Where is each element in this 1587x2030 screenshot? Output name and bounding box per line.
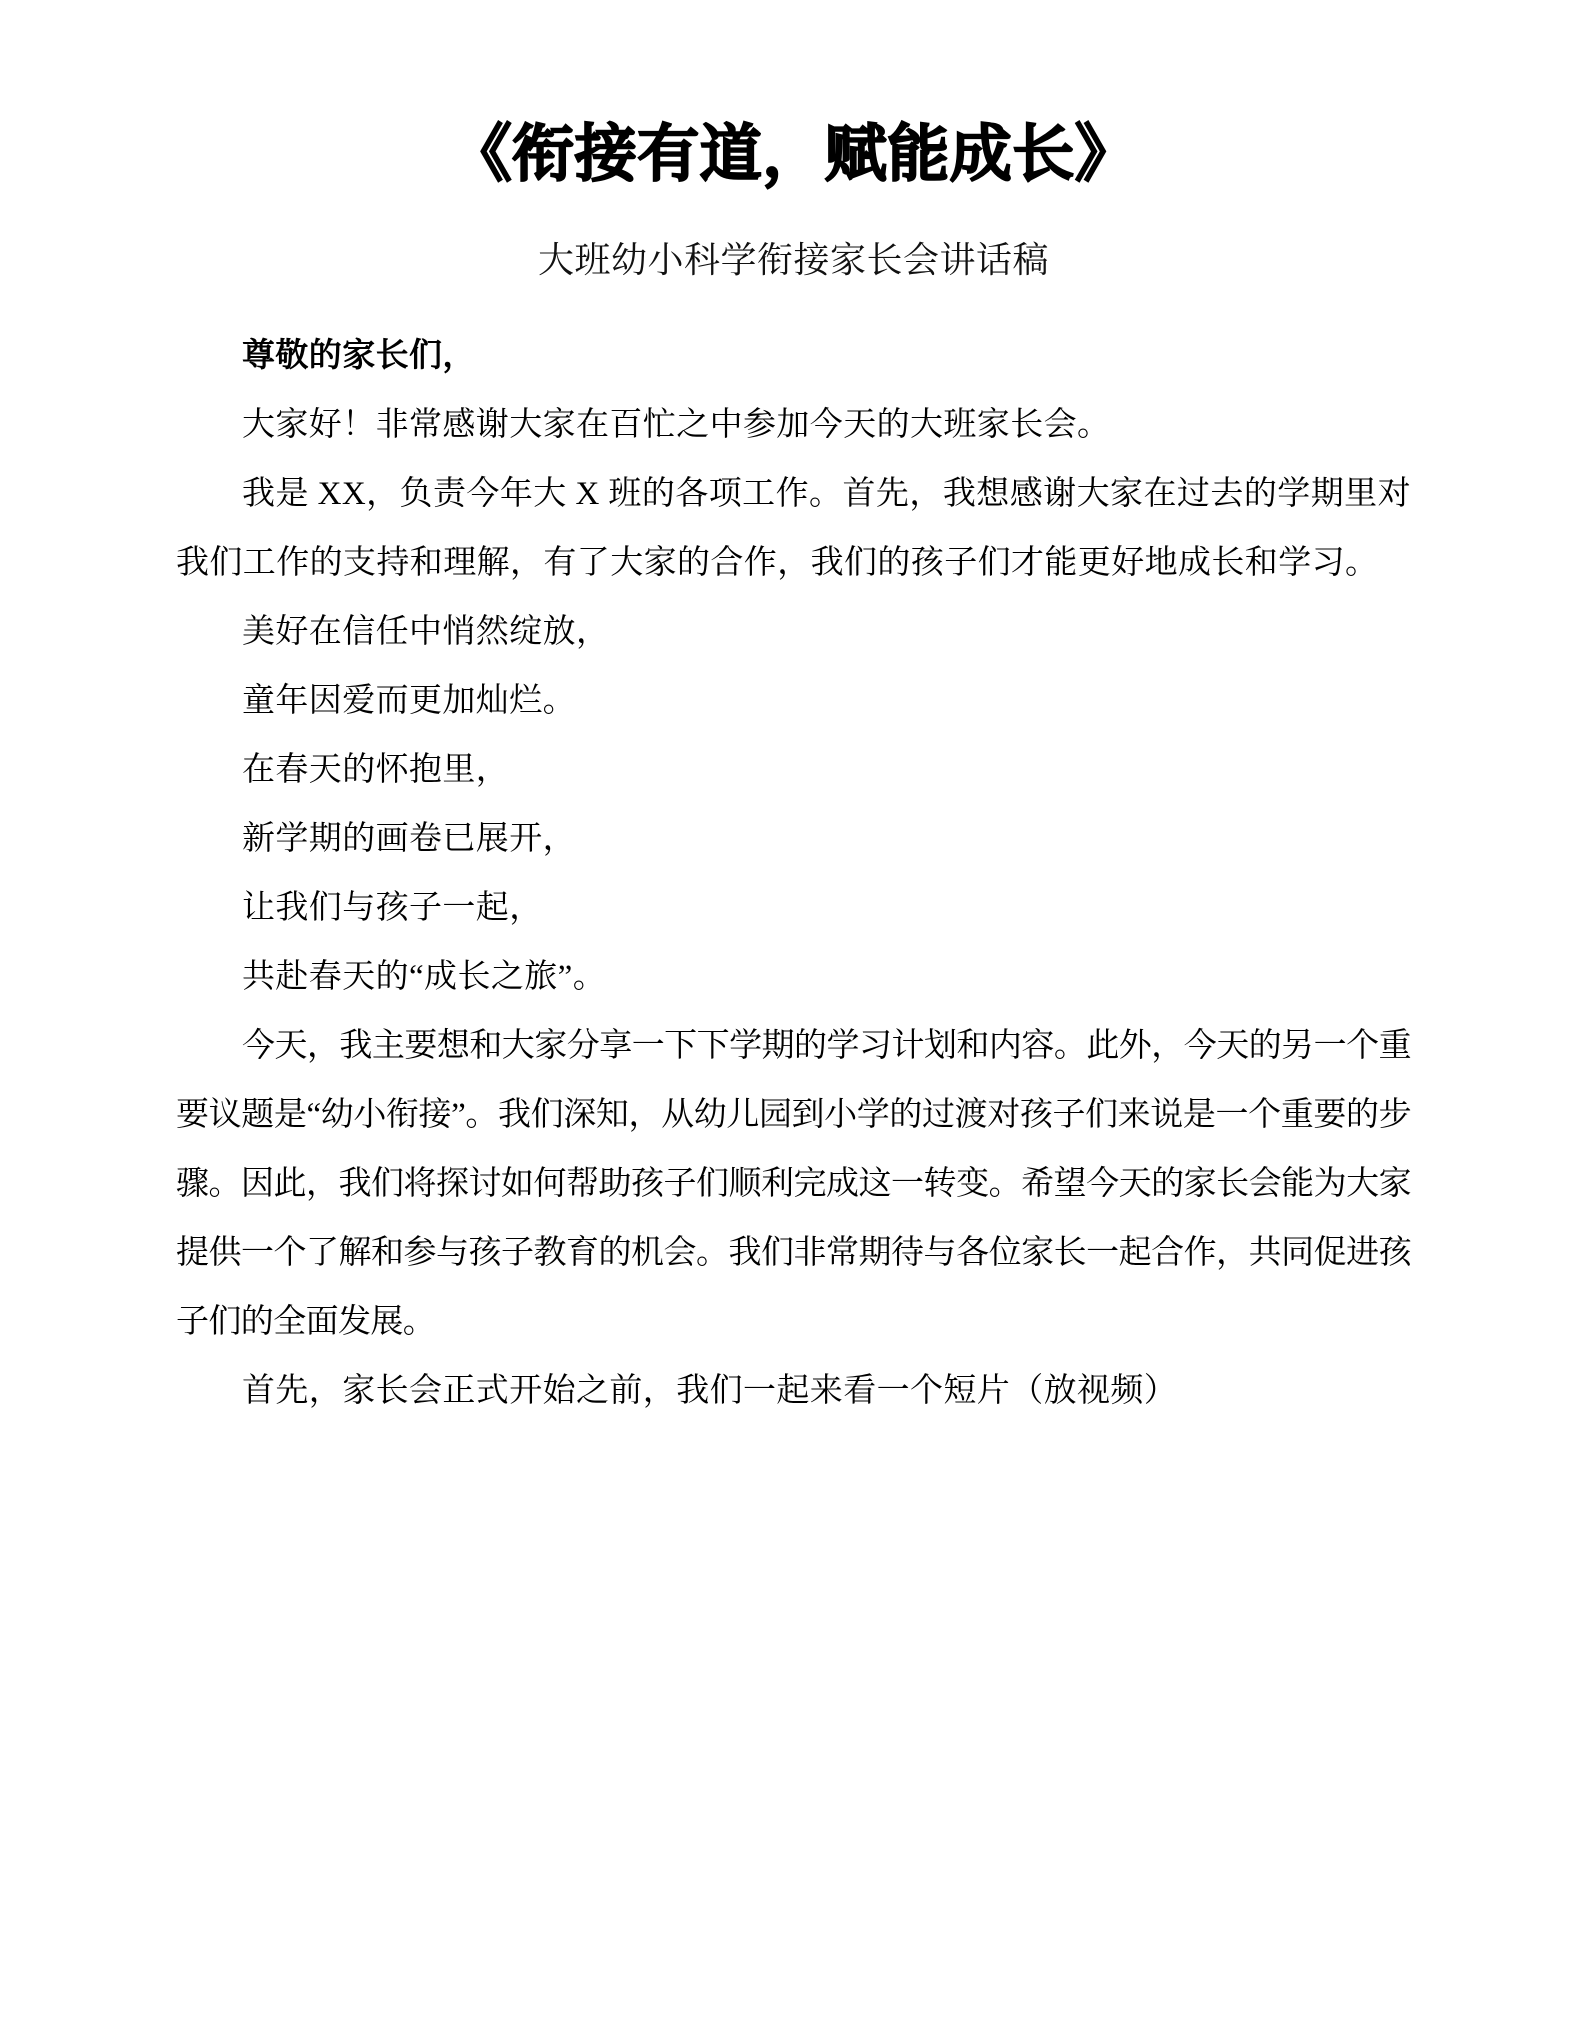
paragraph-poem-line-1: 美好在信任中悄然绽放， (242, 613, 610, 650)
paragraph-poem-line-6: 共赴春天的“成长之旅”。 (242, 958, 607, 995)
document-title: 《衔接有道，赋能成长》 (449, 120, 1138, 189)
paragraph-poem-line-3: 在春天的怀抱里， (242, 751, 510, 788)
paragraph-poem-line-4: 新学期的画卷已展开， (242, 820, 576, 857)
paragraph-video-cue: 首先，家长会正式开始之前，我们一起来看一个短片（放视频） (242, 1372, 1178, 1409)
paragraph-poem-line-2: 童年因爱而更加灿烂。 (242, 682, 576, 719)
paragraph-intro: 我是 XX，负责今年大 X 班的各项工作。首先，我想感谢大家在过去的学期里对我们工作的支持和理解，有了大家的合作，我们的孩子们才能更好地成长和学习。 (176, 475, 1411, 581)
paragraph-agenda: 今天，我主要想和大家分享一下下学期的学习计划和内容。此外，今天的另一个重要议题是“幼小衔接”。我们深知，从幼儿园到小学的过渡对孩子们来说是一个重要的步骤。因此，我们将探讨如何帮助孩子们顺利完成这一转变。希望今天的家长会能为大家提供一个了解和参与孩子教育的机会。我们非常期待与各位家长一起合作，共同促进孩子们的全面发展。 (176, 1027, 1411, 1340)
document-body (176, 322, 1411, 1426)
paragraph-salutation: 尊敬的家长们， (242, 337, 476, 374)
document-subtitle: 大班幼小科学衔接家长会讲话稿 (537, 239, 1049, 281)
paragraph-poem-line-5: 让我们与孩子一起， (242, 889, 543, 926)
paragraph-greeting: 大家好！非常感谢大家在百忙之中参加今天的大班家长会。 (242, 406, 1111, 443)
